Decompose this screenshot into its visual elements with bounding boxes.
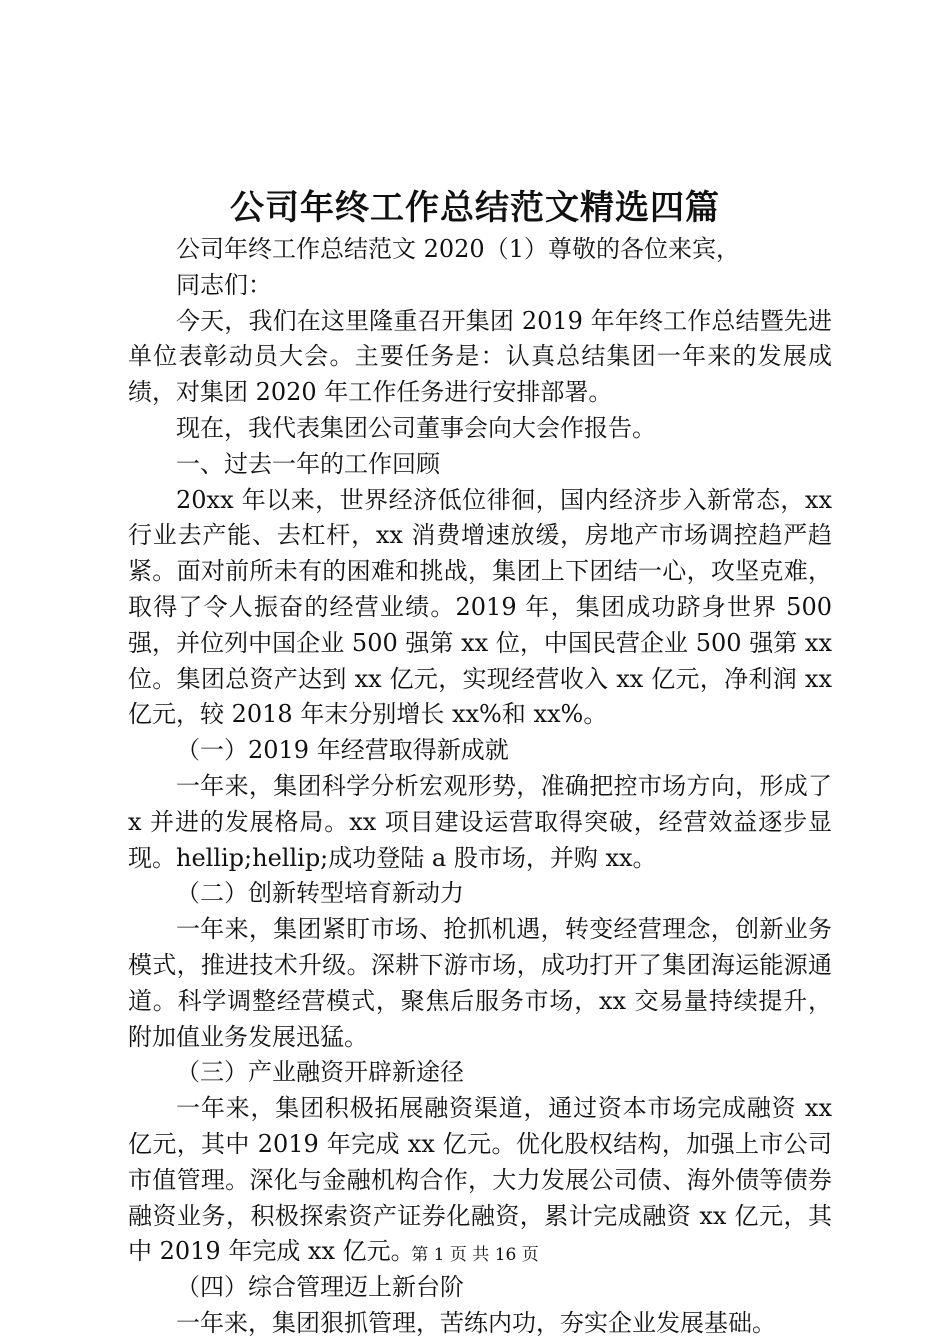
paragraph: 今天，我们在这里隆重召开集团 2019 年年终工作总结暨先进单位表彰动员大会。主要任务是：认真总结集团一年来的发展成绩，对集团 2020 年工作任务进行安排部署。 <box>128 306 832 407</box>
subsection-heading: （一）2019 年经营取得新成就 <box>176 736 509 765</box>
paragraph: 一年来，集团紧盯市场、抢抓机遇，转变经营理念，创新业务模式，推进技术升级。深耕下游市场，成功打开了集团海运能源通道。科学调整经营模式，聚焦后服务市场，xx 交易量持续提升，附加值业务发展迅猛。 <box>128 915 832 1051</box>
page-footer: 第 1 页 共 16 页 <box>411 1245 539 1265</box>
subsection-heading: （四）综合管理迈上新台阶 <box>176 1273 464 1302</box>
subsection-heading: （二）创新转型培育新动力 <box>176 879 464 908</box>
paragraph: 公司年终工作总结范文 2020（1）尊敬的各位来宾， <box>176 235 740 263</box>
paragraph: 一年来，集团积极拓展融资渠道，通过资本市场完成融资 xx 亿元，其中 2019 年完成 xx 亿元。优化股权结构，加强上市公司市值管理。深化与金融机构合作，大力发展公司债、海外债等债券融资业务，积极探索资产证券化融资，累计完成融资 xx 亿元，其中 2019 年完成 xx 亿元。 <box>128 1094 832 1266</box>
paragraph: 20xx 年以来，世界经济低位徘徊，国内经济步入新常态，xx 行业去产能、去杠杆，xx 消费增速放缓，房地产市场调控趋严趋紧。面对前所未有的困难和挑战，集团上下团结一心，攻坚克难，取得了令人振奋的经营业绩。2019 年，集团成功跻身世界 500 强，并位列中国企业 500 强第 xx 位，中国民营企业 500 强第 xx 位。集团总资产达到 xx 亿元，实现经营收入 xx 亿元，净利润 xx 亿元，较 2018 年末分别增长 xx%和 xx%。 <box>128 485 832 729</box>
paragraph: 一年来，集团科学分析宏观形势，准确把控市场方向，形成了 x 并进的发展格局。xx 项目建设运营取得突破，经营效益逐步显现。hellip;hellip;成功登陆 a 股市场，并购 xx。 <box>128 771 832 872</box>
paragraph: 同志们： <box>176 270 272 299</box>
section-heading: 一、过去一年的工作回顾 <box>176 449 440 478</box>
paragraph: 一年来，集团狠抓管理，苦练内功，夯实企业发展基础。 <box>176 1308 776 1337</box>
paragraph: 现在，我代表集团公司董事会向大会作报告。 <box>176 413 656 442</box>
subsection-heading: （三）产业融资开辟新途径 <box>176 1058 464 1087</box>
document-title: 公司年终工作总结范文精选四篇 <box>230 188 720 228</box>
document-body <box>128 232 832 1342</box>
